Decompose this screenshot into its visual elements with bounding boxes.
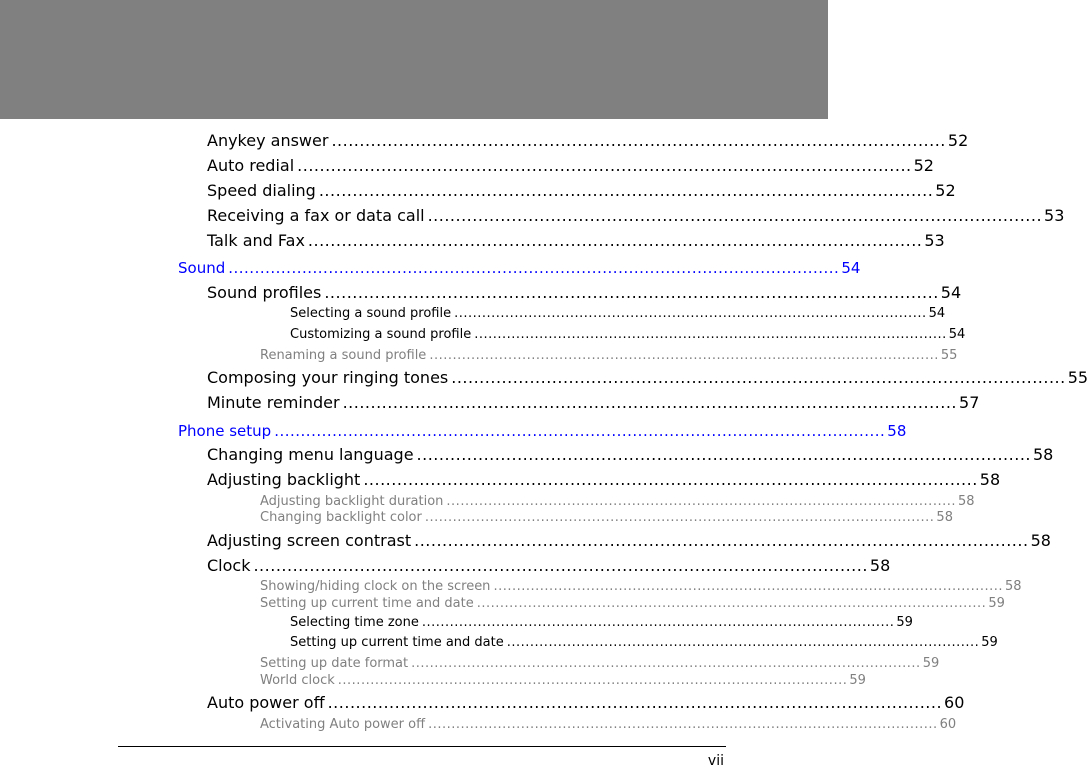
dot-leader: .............................................................................................................. [429,348,939,363]
toc-entry-page: 52 [913,156,934,175]
dot-leader: .............................................................................................................. [363,470,978,489]
toc-entry-title: Showing/hiding clock on the screen [260,579,491,594]
toc-entry-page: 58 [869,556,891,575]
toc-entry-title: Receiving a fax or data call [207,206,425,225]
dot-leader: .................................................................................................................... [228,259,840,277]
toc-entry-title: Auto redial [207,156,295,175]
dot-leader: .............................................................................................................. [331,131,946,150]
toc-entry-title: Adjusting screen contrast [207,531,412,550]
toc-entry-page: 52 [935,181,956,200]
dot-leader: .............................................................................................................. [253,556,868,575]
toc-entry-title: Anykey answer [207,131,329,150]
dot-leader: .............................................................................................................. [446,494,956,509]
toc-entry[interactable] [207,156,934,175]
toc-entry-title: Changing menu language [207,445,414,464]
toc-entry[interactable] [207,393,980,412]
dot-leader: .............................................................................................................. [342,393,958,412]
dot-leader: ...................................................................................................... [421,615,895,630]
toc-entry-title: Talk and Fax [207,231,305,250]
toc-entry-page: 58 [1030,531,1051,550]
dot-leader: .............................................................................................................. [307,231,923,250]
toc-entry-page: 60 [944,693,965,712]
toc-subentry[interactable] [260,596,1005,611]
toc-entry-title: Setting up current time and date [290,635,504,650]
toc-subentry[interactable] [290,635,998,650]
toc-entry-page: 59 [849,673,866,688]
dot-leader: .............................................................................................................. [428,717,938,732]
toc-entry-title: Composing your ringing tones [207,368,449,387]
toc-entry[interactable] [207,556,891,575]
toc-entry-page: 54 [948,327,966,342]
dot-leader: .............................................................................................................. [451,368,1066,387]
toc-entry[interactable] [207,283,962,302]
toc-entry-title: Phone setup [178,422,272,440]
toc-section-heading[interactable] [178,422,907,440]
dot-leader: ...................................................................................................... [474,327,947,342]
toc-entry-page: 60 [939,717,957,732]
toc-entry-page: 58 [936,510,953,525]
toc-entry-title: Auto power off [207,693,325,712]
toc-entry-title: Setting up date format [260,656,409,671]
toc-entry-page: 57 [959,393,980,412]
page-number: vii [707,753,724,769]
toc-entry-page: 58 [1032,445,1054,464]
toc-entry-page: 58 [979,470,1001,489]
toc-entry-page: 53 [924,231,945,250]
toc-entry[interactable] [207,693,965,712]
toc-entry-title: Sound profiles [207,283,322,302]
dot-leader: .............................................................................................................. [416,445,1031,464]
toc-subentry[interactable] [260,656,940,671]
toc-entry-title: Minute reminder [207,393,340,412]
toc-subentry[interactable] [260,579,1022,594]
toc-entry-page: 55 [940,348,958,363]
toc-subentry[interactable] [290,327,966,342]
toc-entry-page: 53 [1044,206,1065,225]
toc-entry-page: 54 [841,259,861,277]
toc-entry-title: Clock [207,556,251,575]
dot-leader: .............................................................................................................. [318,181,934,200]
toc-entry-title: Speed dialing [207,181,316,200]
toc-entry[interactable] [207,445,1054,464]
toc-entry[interactable] [207,531,1051,550]
dot-leader: .............................................................................................................. [411,656,921,671]
toc-entry-title: Sound [178,259,226,277]
toc-entry-title: Activating Auto power off [260,717,426,732]
toc-entry-title: Selecting time zone [290,615,419,630]
dot-leader: ...................................................................................................... [454,306,927,321]
toc-subentry[interactable] [260,717,957,732]
dot-leader: .............................................................................................................. [424,510,935,525]
dot-leader: .............................................................................................................. [476,596,987,611]
toc-subentry[interactable] [290,615,913,630]
toc-entry-page: 59 [922,656,940,671]
toc-entry-page: 58 [887,422,907,440]
toc-entry-page: 55 [1067,368,1088,387]
toc-subentry[interactable] [260,348,958,363]
dot-leader: .............................................................................................................. [414,531,1029,550]
toc-entry-page: 59 [896,615,913,630]
toc-entry[interactable] [207,368,1088,387]
toc-entry-title: Setting up current time and date [260,596,474,611]
toc-subentry[interactable] [260,673,866,688]
toc-entry-title: Customizing a sound profile [290,327,472,342]
toc-entry[interactable] [207,181,956,200]
toc-entry-page: 54 [940,283,962,302]
footer-divider [118,746,726,747]
toc-subentry[interactable] [290,306,946,321]
toc-entry-title: Changing backlight color [260,510,422,525]
toc-entry-page: 52 [947,131,969,150]
toc-entry-page: 59 [981,635,998,650]
toc-subentry[interactable] [260,510,953,525]
dot-leader: .............................................................................................................. [493,579,1003,594]
dot-leader: ...................................................................................................... [506,635,980,650]
dot-leader: .............................................................................................................. [324,283,939,302]
dot-leader: .............................................................................................................. [337,673,848,688]
dot-leader: .............................................................................................................. [327,693,943,712]
dot-leader: .............................................................................................................. [427,206,1043,225]
toc-entry-title: Adjusting backlight duration [260,494,444,509]
toc-section-heading[interactable] [178,259,861,277]
toc-subentry[interactable] [260,494,975,509]
dot-leader: .............................................................................................................. [297,156,912,175]
toc-entry-page: 58 [957,494,975,509]
header-band [0,0,828,119]
toc-entry-page: 58 [1005,579,1022,594]
dot-leader: .................................................................................................................... [274,422,886,440]
toc-entry-title: Selecting a sound profile [290,306,452,321]
toc-entry-page: 54 [928,306,946,321]
toc-entry-title: Renaming a sound profile [260,348,427,363]
toc-entry[interactable] [207,470,1001,489]
toc-entry[interactable] [207,231,945,250]
toc-entry-page: 59 [988,596,1005,611]
toc-entry-title: World clock [260,673,335,688]
toc-entry[interactable] [207,206,1065,225]
toc-entry[interactable] [207,131,969,150]
toc-entry-title: Adjusting backlight [207,470,361,489]
